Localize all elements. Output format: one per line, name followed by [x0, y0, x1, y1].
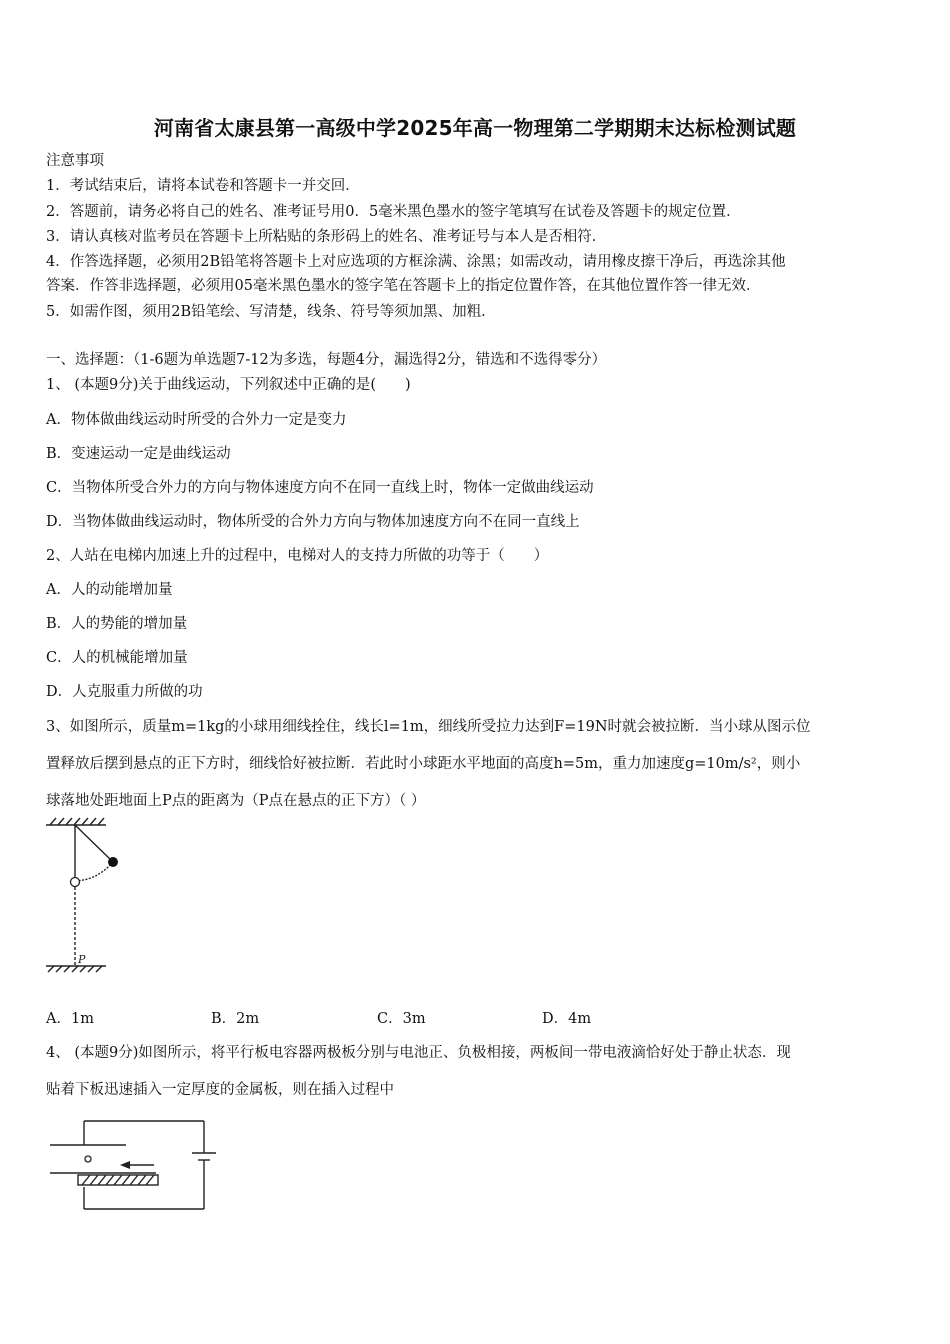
question-3-stem-line: 球落地处距地面上P点的距离为（P点在悬点的正下方）（ ）: [46, 793, 426, 809]
question-3-stem-line: 3、如图所示，质量m=1kg的小球用细线拴住，线长l=1m，细线所受拉力达到F=19N时就会被拉断．当小球从图示位: [46, 719, 811, 735]
question-1-option-c: C．当物体所受合外力的方向与物体速度方向不在同一直线上时，物体一定做曲线运动: [46, 480, 594, 496]
notice-item: 5．如需作图，须用2B铅笔绘、写清楚，线条、符号等须加黑、加粗．: [46, 304, 496, 320]
notice-item: 3．请认真核对监考员在答题卡上所粘贴的条形码上的姓名、准考证号与本人是否相符．: [46, 229, 607, 245]
question-4-stem-line: 4、 (本题9分)如图所示，将平行板电容器两极板分别与电池正、负极相接，两板间一带电液滴恰好处于静止状态．现: [46, 1045, 791, 1061]
question-2-option-c: C．人的机械能增加量: [46, 650, 188, 666]
question-3-option-c: C．3m: [377, 1011, 426, 1027]
question-1-stem: 1、 (本题9分)关于曲线运动，下列叙述中正确的是( ): [46, 377, 411, 393]
question-3-option-d: D．4m: [542, 1011, 592, 1027]
notice-item: 2．答题前，请务必将自己的姓名、准考证号用0．5毫米黑色墨水的签字笔填写在试卷及答题卡的规定位置．: [46, 204, 741, 220]
notice-item: 答案．作答非选择题，必须用05毫米黑色墨水的签字笔在答题卡上的指定位置作答，在其他位置作答一律无效．: [46, 278, 761, 294]
point-p-label: P: [78, 953, 86, 966]
question-3-stem-line: 置释放后摆到悬点的正下方时，细线恰好被拉断．若此时小球距水平地面的高度h=5m，重力加速度g=10m/s²，则小: [46, 756, 801, 772]
question-1-option-d: D．当物体做曲线运动时，物体所受的合外力方向与物体加速度方向不在同一直线上: [46, 514, 580, 530]
pendulum-figure: [42, 815, 122, 980]
notice-item: 1．考试结束后，请将本试卷和答题卡一并交回．: [46, 178, 360, 194]
question-3-option-b: B．2m: [211, 1011, 260, 1027]
question-2-option-b: B．人的势能的增加量: [46, 616, 188, 632]
question-3-option-a: A．1m: [46, 1011, 94, 1027]
question-1-option-b: B．变速运动一定是曲线运动: [46, 446, 231, 462]
capacitor-circuit-figure: [46, 1115, 221, 1215]
notice-heading: 注意事项: [46, 153, 104, 169]
question-4-stem-line: 贴着下板迅速插入一定厚度的金属板，则在插入过程中: [46, 1082, 394, 1098]
question-2-option-a: A．人的动能增加量: [46, 582, 173, 598]
question-1-option-a: A．物体做曲线运动时所受的合外力一定是变力: [46, 412, 347, 428]
page-title: 河南省太康县第一高级中学2025年高一物理第二学期期末达标检测试题: [153, 116, 797, 140]
question-2-option-d: D．人克服重力所做的功: [46, 684, 203, 700]
section-heading: 一、选择题：（1-6题为单选题7-12为多选，每题4分，漏选得2分，错选和不选得零分）: [46, 352, 607, 368]
notice-item: 4．作答选择题，必须用2B铅笔将答题卡上对应选项的方框涂满、涂黑；如需改动，请用橡皮擦干净后，再选涂其他: [46, 254, 786, 270]
question-2-stem: 2、人站在电梯内加速上升的过程中，电梯对人的支持力所做的功等于（ ）: [46, 548, 549, 564]
